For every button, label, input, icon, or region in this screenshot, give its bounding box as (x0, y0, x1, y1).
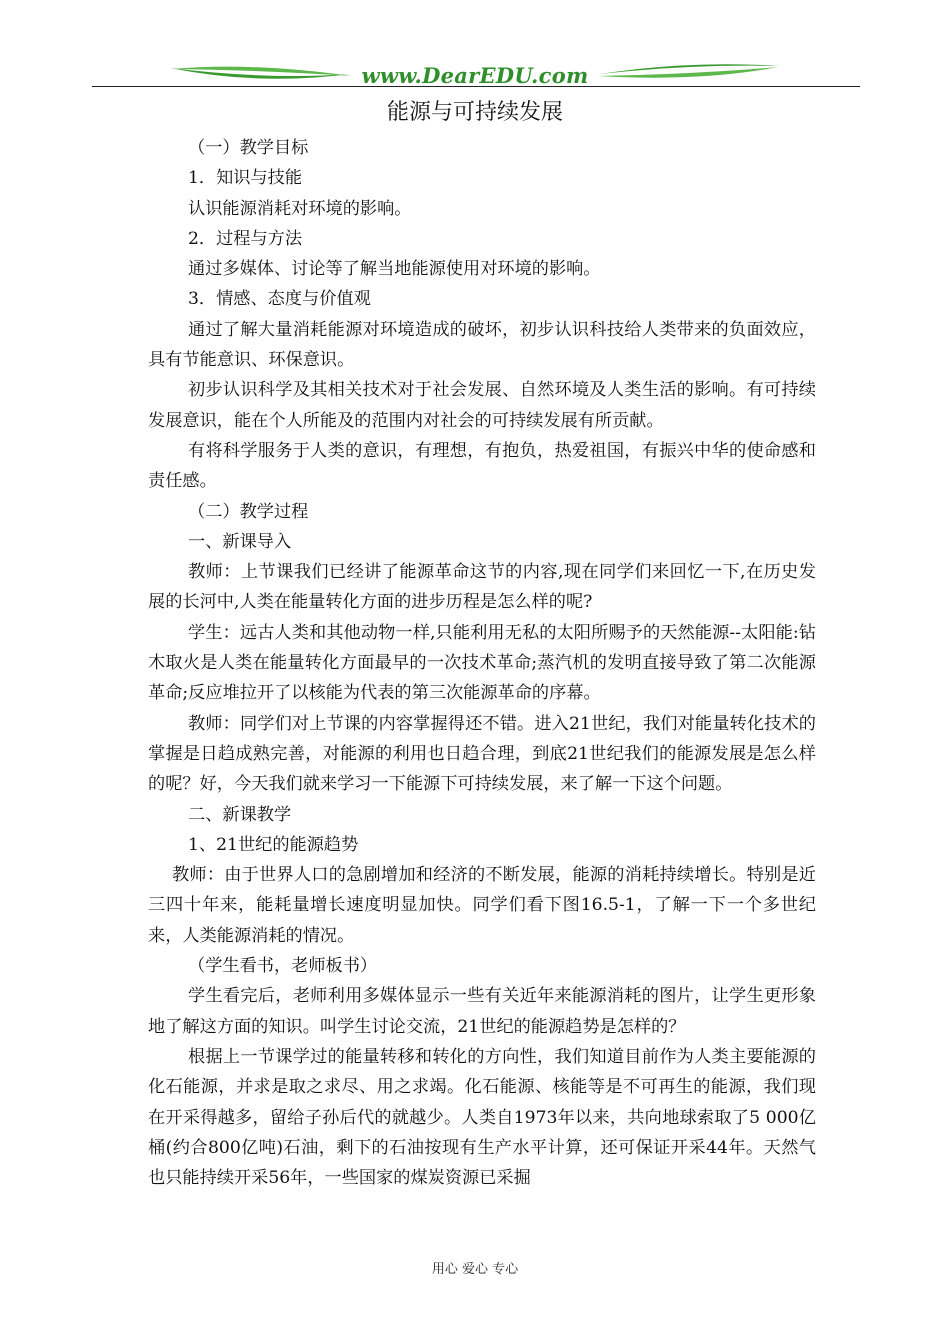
paragraph: 一、新课导入 (188, 531, 292, 552)
paragraph: 二、新课教学 (188, 804, 292, 825)
paragraph: 通过了解大量消耗能源对环境造成的破坏，初步认识科技给人类带来的负面效应，具有节能意识、环保意识。 (148, 319, 816, 371)
paragraph: 教师：上节课我们已经讲了能源革命这节的内容,现在同学们来回忆一下,在历史发展的长河中,人类在能量转化方面的进步历程是怎么样的呢? (148, 562, 816, 613)
paragraph: （一）教学目标 (188, 138, 309, 158)
paragraph: （学生看书，老师板书） (188, 956, 378, 977)
paragraph: 根据上一节课学过的能量转移和转化的方向性，我们知道目前作为人类主要能源的化石能源，并求是取之求尽、用之求竭。化石能源、核能等是不可再生的能源，我们现在开采得越多，留给子孙后代的就越少。人类自1973年以来，共向地球索取了5 000亿桶(约合800亿吨)石油，剩下的石油按现有生产水平计算，还可保证开采44年。天然气也只能持续开采56年，一些国家的煤炭资源已采掘 (148, 1046, 816, 1189)
paragraph: （二）教学过程 (188, 501, 309, 522)
page-footer: 用心 爱心 专心 (431, 1262, 519, 1277)
paragraph: 教师：由于世界人口的急剧增加和经济的不断发展，能源的消耗持续增长。特别是近三四十年来，能耗量增长速度明显加快。同学们看下图16.5-1，了解一下一个多世纪来，人类能源消耗的情况。 (148, 865, 816, 946)
paragraph: 1、21世纪的能源趋势 (188, 834, 359, 855)
paragraph: 认识能源消耗对环境的影响。 (188, 198, 412, 219)
paragraph: 1．知识与技能 (188, 168, 303, 189)
paragraph: 通过多媒体、讨论等了解当地能源使用对环境的影响。 (188, 259, 601, 280)
paragraph: 有将科学服务于人类的意识，有理想，有抱负，热爱祖国，有振兴中华的使命感和责任感。 (148, 440, 816, 492)
paragraph: 学生：远古人类和其他动物一样,只能利用无私的太阳所赐予的天然能源--太阳能:钻木取火是人类在能量转化方面最早的一次技术革命;蒸汽机的发明直接导致了第二次能源革命;反应堆拉开了以核能为代表的第三次能源革命的序幕。 (148, 622, 816, 704)
paragraph: 初步认识科学及其相关技术对于社会发展、自然环境及人类生活的影响。有可持续发展意识，能在个人所能及的范围内对社会的可持续发展有所贡献。 (148, 380, 816, 431)
paragraph: 3．情感、态度与价值观 (188, 289, 371, 310)
paragraph: 教师：同学们对上节课的内容掌握得还不错。进入21世纪，我们对能量转化技术的掌握是日趋成熟完善，对能源的利用也日趋合理，到底21世纪我们的能源发展是怎么样的呢？好，今天我们就来学习一下能源下可持续发展，来了解一下这个问题。 (148, 713, 816, 795)
paragraph: 学生看完后，老师利用多媒体显示一些有关近年来能源消耗的图片，让学生更形象地了解这方面的知识。叫学生讨论交流，21世纪的能源趋势是怎样的？ (148, 986, 816, 1037)
paragraph: 2．过程与方法 (188, 228, 303, 249)
document-body (148, 133, 816, 1193)
page-title: 能源与可持续发展 (386, 100, 563, 125)
header-divider (92, 86, 860, 87)
site-logo-text[interactable]: www.DearEDU.com (361, 63, 589, 88)
